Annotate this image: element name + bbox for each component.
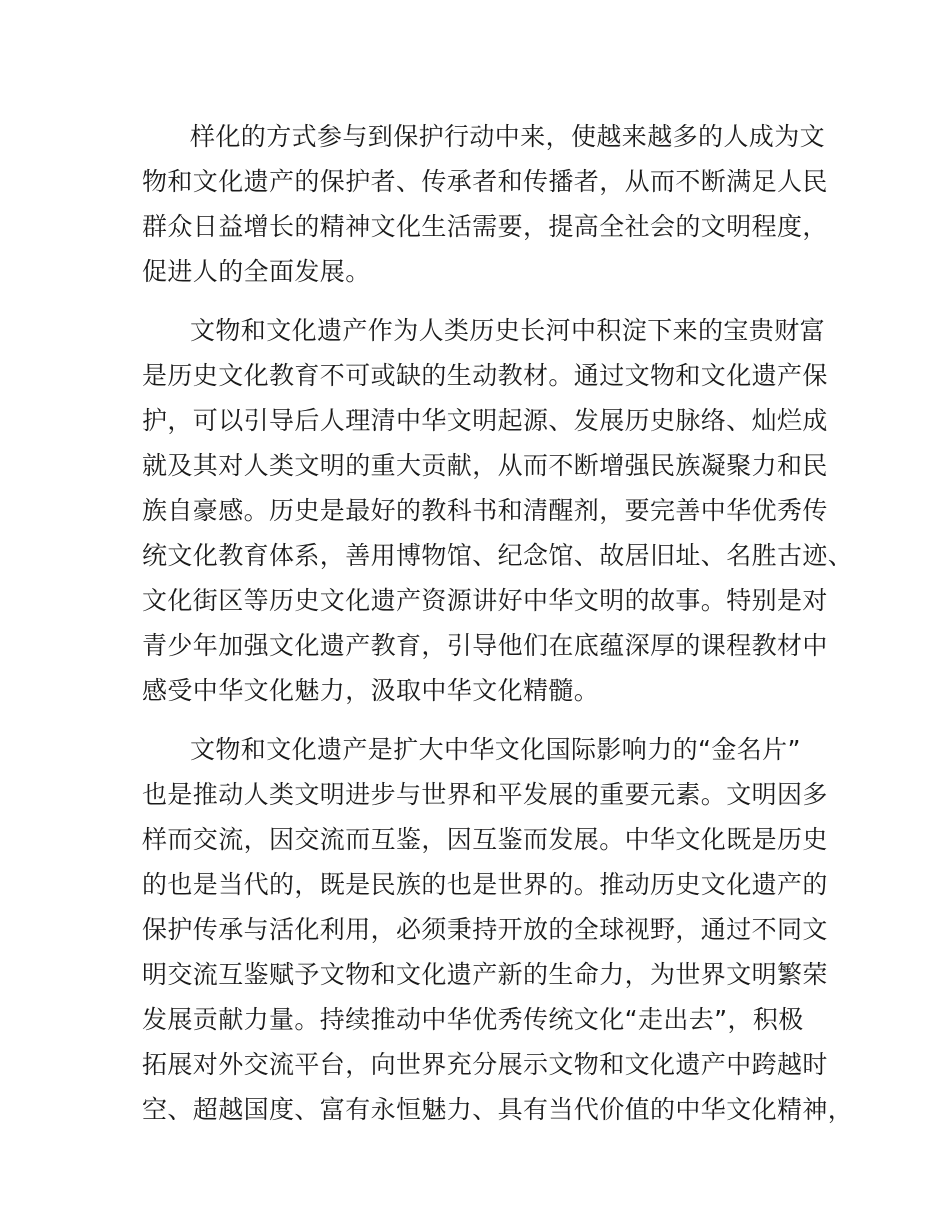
document-body bbox=[142, 114, 854, 1146]
text-line: 促进人的全面发展。 bbox=[142, 257, 371, 286]
text-line: 样化的方式参与到保护行动中来，使越来越多的人成为文 bbox=[190, 122, 826, 151]
text-line: 群众日益增长的精神文化生活需要，提高全社会的文明程度， bbox=[142, 212, 828, 241]
paragraph-2 bbox=[142, 308, 854, 713]
text-line: 护，可以引导后人理清中华文明起源、发展历史脉络、灿烂成 bbox=[142, 406, 828, 435]
text-line: 是历史文化教育不可或缺的生动教材。通过文物和文化遗产保 bbox=[142, 361, 828, 390]
text-line: 样而交流，因交流而互鉴，因互鉴而发展。中华文化既是历史 bbox=[142, 825, 828, 854]
paragraph-3 bbox=[142, 727, 854, 1132]
text-line: 青少年加强文化遗产教育，引导他们在底蕴深厚的课程教材中 bbox=[142, 631, 828, 660]
text-line: 拓展对外交流平台，向世界充分展示文物和文化遗产中跨越时 bbox=[142, 1050, 828, 1079]
text-line: 明交流互鉴赋予文物和文化遗产新的生命力，为世界文明繁荣 bbox=[142, 960, 828, 989]
text-line: 就及其对人类文明的重大贡献，从而不断增强民族凝聚力和民 bbox=[142, 451, 828, 480]
text-line: 感受中华文化魅力，汲取中华文化精髓。 bbox=[142, 676, 600, 705]
text-line: 的也是当代的，既是民族的也是世界的。推动历史文化遗产的 bbox=[142, 870, 828, 899]
text-line: 统文化教育体系，善用博物馆、纪念馆、故居旧址、名胜古迹、 bbox=[142, 541, 854, 570]
text-line: 文化街区等历史文化遗产资源讲好中华文明的故事。特别是对 bbox=[142, 586, 828, 615]
text-line: 文物和文化遗产作为人类历史长河中积淀下来的宝贵财富 bbox=[190, 316, 826, 345]
text-line: 空、超越国度、富有永恒魅力、具有当代价值的中华文化精神， bbox=[142, 1095, 854, 1124]
text-line: 保护传承与活化利用，必须秉持开放的全球视野，通过不同文 bbox=[142, 915, 828, 944]
text-line: 族自豪感。历史是最好的教科书和清醒剂，要完善中华优秀传 bbox=[142, 496, 828, 525]
text-line: 也是推动人类文明进步与世界和平发展的重要元素。文明因多 bbox=[142, 780, 828, 809]
paragraph-1 bbox=[142, 114, 842, 294]
text-line: 发展贡献力量。持续推动中华优秀传统文化“走出去”，积极 bbox=[142, 1005, 804, 1034]
text-line: 物和文化遗产的保护者、传承者和传播者，从而不断满足人民 bbox=[142, 167, 828, 196]
text-line: 文物和文化遗产是扩大中华文化国际影响力的“金名片” bbox=[190, 735, 801, 764]
